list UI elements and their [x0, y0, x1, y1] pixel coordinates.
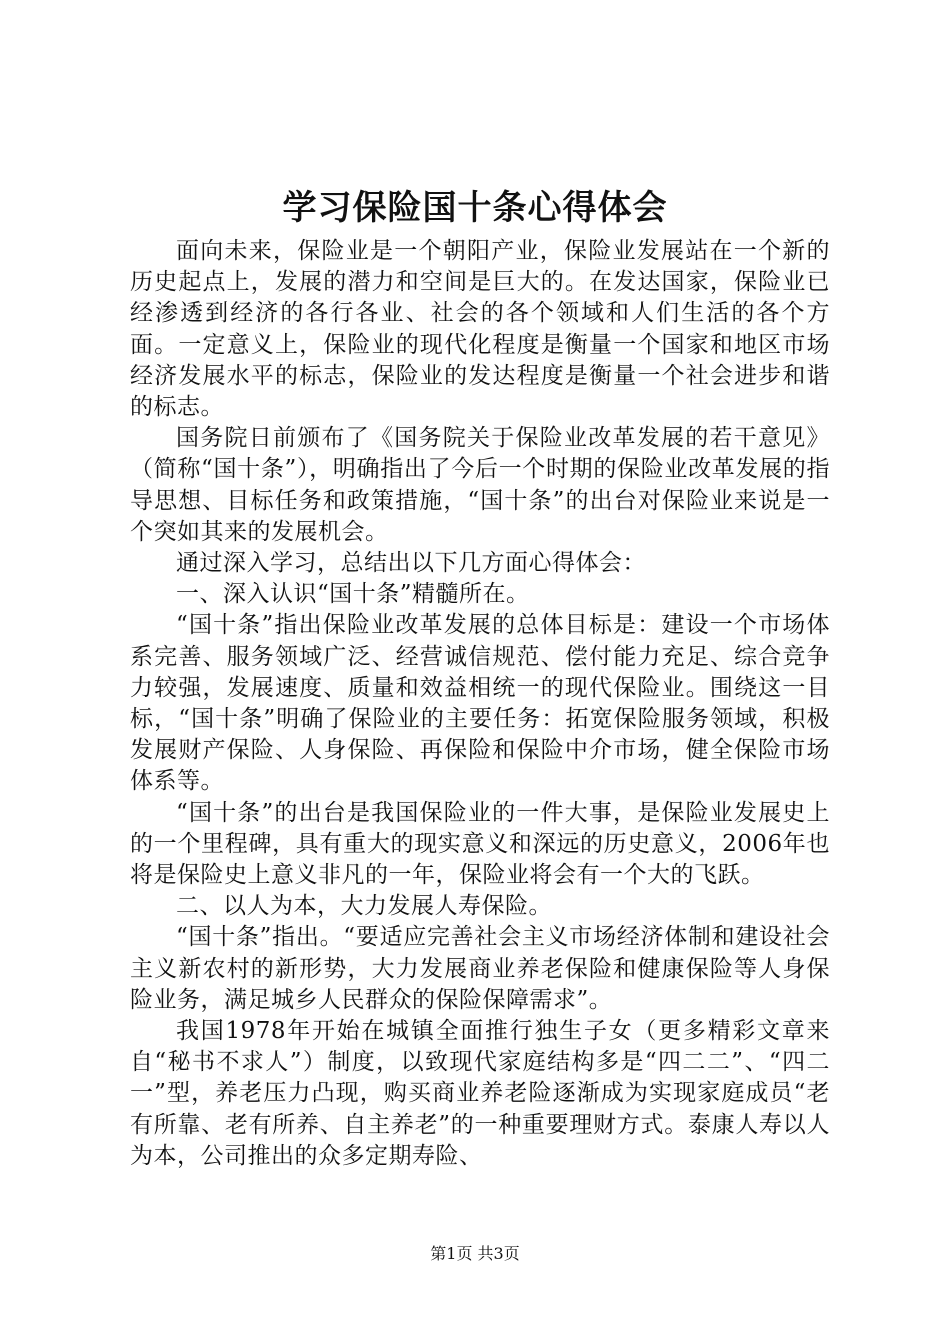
paragraph: “国十条”指出。“要适应完善社会主义市场经济体制和建设社会主义新农村的新形势，大力发展商业养老保险和健康保险等人身保险业务，满足城乡人民群众的保险保障需求”。 — [130, 924, 830, 1013]
paragraph: 面向未来，保险业是一个朝阳产业，保险业发展站在一个新的历史起点上，发展的潜力和空间是巨大的。在发达国家，保险业已经渗透到经济的各行各业、社会的各个领域和人们生活的各个方面。一定意义上，保险业的现代化程度是衡量一个国家和地区市场经济发展水平的标志，保险业的发达程度是衡量一个社会进步和谐的标志。 — [130, 238, 830, 421]
paragraph: 我国1978年开始在城镇全面推行独生子女（更多精彩文章来自“秘书不求人”）制度，以致现代家庭结构多是“四二二”、“四二一”型，养老压力凸现，购买商业养老险逐渐成为实现家庭成员“老有所靠、老有所养、自主养老”的一种重要理财方式。泰康人寿以人为本，公司推出的众多定期寿险、 — [130, 1018, 830, 1169]
paragraph: 国务院日前颁布了《国务院关于保险业改革发展的若干意见》（简称“国十条”），明确指出了今后一个时期的保险业改革发展的指导思想、目标任务和政策措施，“国十条”的出台对保险业来说是一个突如其来的发展机会。 — [130, 425, 830, 545]
section-heading: 二、以人为本，大力发展人寿保险。 — [176, 893, 552, 920]
section-heading: 一、深入认识“国十条”精髓所在。 — [176, 581, 530, 608]
paragraph: 通过深入学习，总结出以下几方面心得体会： — [176, 550, 646, 577]
page-footer: 第1页 共3页 — [430, 1244, 520, 1263]
document-title: 学习保险国十条心得体会 — [282, 188, 668, 228]
document-body — [130, 236, 830, 1172]
paragraph: “国十条”指出保险业改革发展的总体目标是：建设一个市场体系完善、服务领域广泛、经营诚信规范、偿付能力充足、综合竞争力较强，发展速度、质量和效益相统一的现代保险业。围绕这一目标，“国十条”明确了保险业的主要任务：拓宽保险服务领域，积极发展财产保险、人身保险、再保险和保险中介市场，健全保险市场体系等。 — [130, 612, 830, 795]
paragraph: “国十条”的出台是我国保险业的一件大事，是保险业发展史上的一个里程碑，具有重大的现实意义和深远的历史意义，2006年也将是保险史上意义非凡的一年，保险业将会有一个大的飞跃。 — [130, 799, 830, 889]
